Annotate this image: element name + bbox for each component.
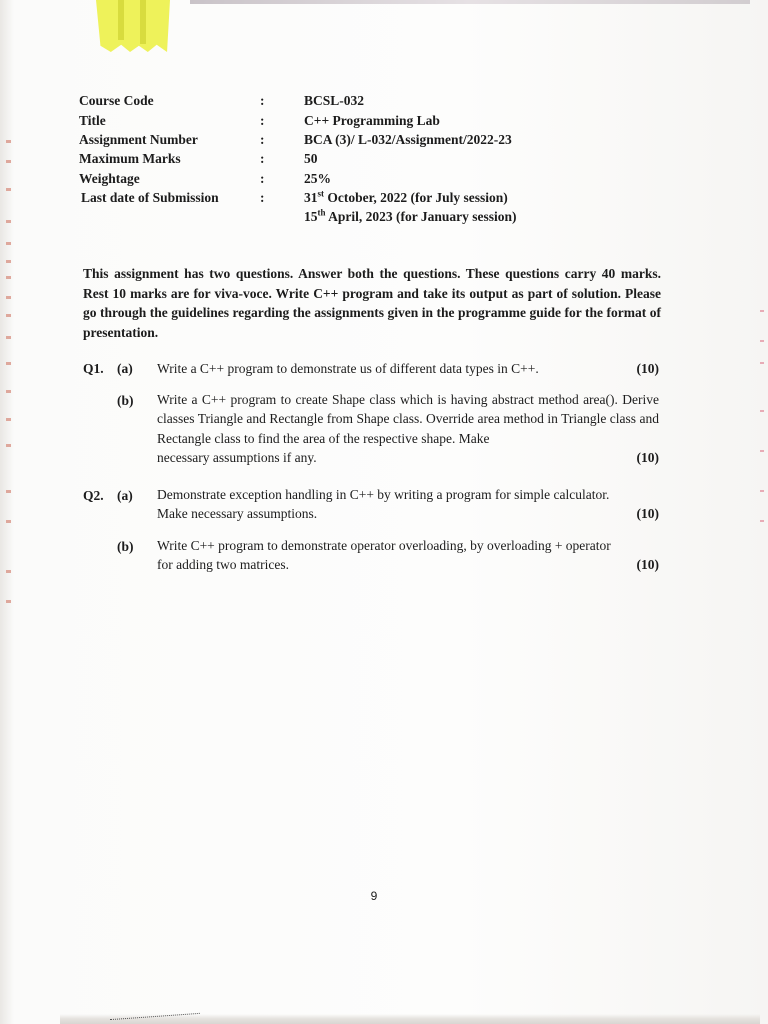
question-text: Demonstrate exception handling in C++ by writing a program for simple calculator. bbox=[157, 487, 610, 502]
header-value: BCSL-032 bbox=[304, 93, 365, 108]
header-colon: : bbox=[260, 132, 265, 147]
question-part-label: (a) bbox=[117, 488, 133, 503]
question-2a bbox=[157, 485, 659, 524]
header-value: C++ Programming Lab bbox=[304, 113, 440, 128]
header-colon: : bbox=[260, 171, 265, 186]
question-1b bbox=[157, 390, 659, 468]
question-text: Write a C++ program to create Shape class which is having abstract method area(). Derive classes Triangle and Rectangle from Shape class. Override area method in Triangle class and Rectangle class to find the area of the respective shape. Make bbox=[157, 392, 659, 446]
header-label: Maximum Marks bbox=[79, 151, 181, 166]
header-value: 25% bbox=[304, 171, 331, 186]
question-text: Write a C++ program to demonstrate us of different data types in C++. bbox=[157, 361, 539, 376]
header-colon: : bbox=[260, 113, 265, 128]
header-label: Title bbox=[79, 113, 106, 128]
header-label: Assignment Number bbox=[79, 132, 198, 147]
question-marks: (10) bbox=[636, 450, 659, 466]
header-colon: : bbox=[260, 151, 265, 166]
date-day: 15 bbox=[304, 209, 318, 224]
date-suffix: th bbox=[317, 207, 326, 218]
question-part-label: (b) bbox=[117, 539, 134, 554]
question-text-end: necessary assumptions if any. bbox=[157, 450, 317, 466]
question-part-label: (b) bbox=[117, 393, 134, 408]
date-suffix: st bbox=[317, 188, 324, 199]
page-number: 9 bbox=[370, 889, 378, 903]
question-last-line bbox=[157, 555, 659, 574]
question-marks: (10) bbox=[636, 557, 659, 573]
question-part-label: (a) bbox=[117, 361, 133, 376]
left-binding-marks bbox=[4, 100, 16, 620]
date-rest: April, 2023 (for January session) bbox=[325, 209, 517, 224]
header-colon: : bbox=[260, 190, 265, 205]
header-label: Course Code bbox=[79, 93, 154, 108]
sticky-note-tab bbox=[96, 0, 170, 52]
submission-date-january bbox=[304, 208, 517, 226]
question-number: Q1. bbox=[83, 361, 104, 376]
question-1a bbox=[157, 359, 659, 378]
instructions-paragraph: This assignment has two questions. Answer both the questions. These questions carry 40 marks. Rest 10 marks are for viva-voce. Write C++ program and take its output as part of solution. Please go through the guidelines regarding the assignments given in the programme guide for the format of presentation. bbox=[83, 266, 661, 340]
date-day: 31 bbox=[304, 190, 318, 205]
question-marks: (10) bbox=[636, 361, 659, 376]
submission-date-july bbox=[304, 189, 508, 207]
header-colon: : bbox=[260, 93, 265, 108]
question-number: Q2. bbox=[83, 488, 104, 503]
question-last-line bbox=[157, 504, 659, 523]
question-text-end: Make necessary assumptions. bbox=[157, 506, 318, 522]
date-rest: October, 2022 (for July session) bbox=[324, 190, 508, 205]
header-label: Weightage bbox=[79, 171, 140, 186]
page-top-edge bbox=[190, 0, 750, 4]
question-text-end: for adding two matrices. bbox=[157, 557, 289, 573]
question-marks: (10) bbox=[636, 506, 659, 522]
header-value: 50 bbox=[304, 151, 318, 166]
question-2b bbox=[157, 536, 659, 575]
header-value: BCA (3)/ L-032/Assignment/2022-23 bbox=[304, 132, 512, 147]
header-label: Last date of Submission bbox=[81, 190, 219, 205]
question-last-line bbox=[157, 448, 659, 467]
question-text: Write C++ program to demonstrate operator overloading, by overloading + operator bbox=[157, 538, 611, 553]
right-edge-marks bbox=[758, 300, 768, 530]
